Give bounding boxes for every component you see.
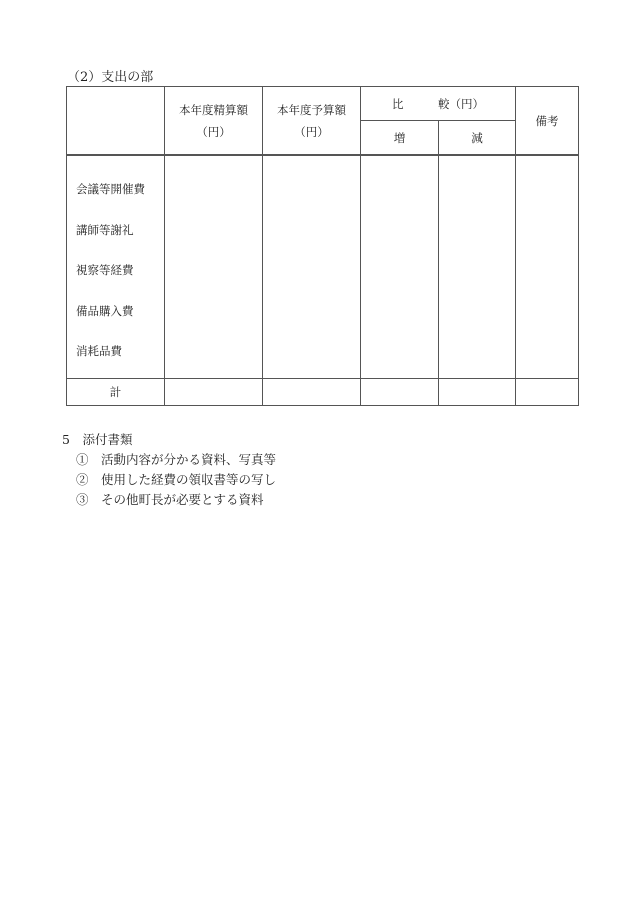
total-remarks-cell <box>516 379 579 406</box>
item-inspection-cost: 視察等経費 <box>76 263 134 277</box>
item-consumables-cost: 消耗品費 <box>76 344 122 358</box>
header-increase: 増 <box>361 121 439 156</box>
header-settled-unit: （円） <box>196 124 231 139</box>
item-equipment-cost: 備品購入費 <box>76 303 134 318</box>
total-settled-cell <box>165 379 263 406</box>
decrease-cell <box>439 155 516 379</box>
item-list <box>67 155 165 379</box>
settled-amount-cell <box>165 155 263 379</box>
attachments-title: 5 添付書類 <box>62 432 133 447</box>
total-budget-cell <box>263 379 361 406</box>
header-budget-label: 本年度予算額 <box>277 102 346 117</box>
total-decrease-cell <box>439 379 516 406</box>
increase-cell <box>361 155 439 379</box>
total-label: 計 <box>67 379 165 406</box>
header-budget-unit: （円） <box>294 124 329 139</box>
budget-amount-cell <box>263 155 361 379</box>
header-settled-label: 本年度精算額 <box>179 102 248 117</box>
header-settled-amount <box>165 87 263 156</box>
header-item-blank <box>67 87 165 156</box>
items-row <box>67 155 579 379</box>
item-meeting-cost: 会議等開催費 <box>76 182 145 196</box>
header-remarks: 備考 <box>516 87 579 156</box>
attachment-item: ② 使用した経費の領収書等の写し <box>76 472 277 487</box>
total-row <box>67 379 579 406</box>
remarks-cell <box>516 155 579 379</box>
attachment-item: ① 活動内容が分かる資料、写真等 <box>76 452 277 467</box>
header-comparison: 比 較（円） <box>361 87 516 121</box>
total-increase-cell <box>361 379 439 406</box>
expenditure-table <box>66 86 579 406</box>
header-budget-amount <box>263 87 361 156</box>
attachment-item: ③ その他町長が必要とする資料 <box>76 492 264 507</box>
item-lecturer-fee: 講師等謝礼 <box>76 222 134 237</box>
header-decrease: 減 <box>439 121 516 156</box>
section-title: （2）支出の部 <box>67 70 154 85</box>
